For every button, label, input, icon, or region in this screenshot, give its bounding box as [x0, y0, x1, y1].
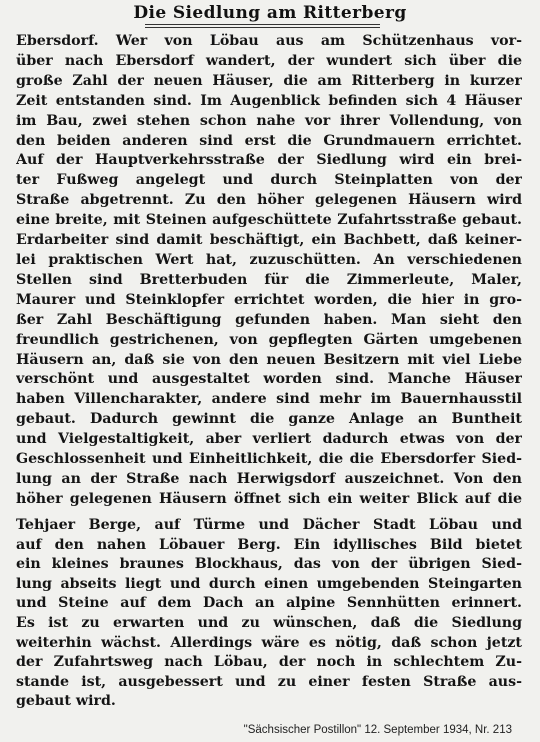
- text-line: eine breite, mit Steinen aufgeschüttete Zufahrtsstraße gebaut.: [16, 212, 522, 229]
- text-line: verschönt und ausgestaltet worden sind. Manche Häuser: [16, 371, 522, 388]
- text-line: Maurer und Steinklopfer errichtet worden, die hier in gro-: [16, 291, 522, 308]
- text-line: ßer Zahl Beschäftigung gefunden haben. Man sieht den: [16, 311, 522, 328]
- article-title: Die Siedlung am Ritterberg: [133, 3, 407, 23]
- text-line: stande ist, ausgebessert und zu einer festen Straße aus-: [16, 673, 522, 690]
- text-line: große Zahl der neuen Häuser, die am Ritterberg in kurzer: [16, 72, 522, 89]
- text-line: haben Villencharakter, andere sind mehr im Bauernhausstil: [16, 391, 522, 408]
- text-line: auf den nahen Löbauer Berg. Ein idyllisches Bild bietet: [16, 536, 522, 553]
- article-paragraph-2: [16, 516, 522, 712]
- text-line: Zeit entstanden sind. Im Augenblick befinden sich 4 Häuser: [16, 92, 522, 109]
- text-line: höher gelegenen Häusern öffnet sich ein weiter Blick auf die: [16, 490, 522, 507]
- text-line: Ebersdorf. Wer von Löbau aus am Schützenhaus vor-: [16, 33, 522, 49]
- text-line: Tehjaer Berge, auf Türme und Dächer Stadt Löbau und: [16, 517, 522, 533]
- text-line: Geschlossenheit und Einheitlichkeit, die die Ebersdorfer Sied-: [16, 451, 522, 468]
- text-line: und Vielgestaltigkeit, aber verliert dadurch etwas von der: [16, 431, 522, 448]
- text-line: im Bau, zwei stehen schon nahe vor ihrer Vollendung, von: [16, 112, 522, 129]
- text-line: über nach Ebersdorf wandert, der wundert sich über die: [16, 52, 522, 69]
- source-caption: "Sächsischer Postillon" 12. September 1934, Nr. 213: [243, 724, 512, 736]
- text-line: Stellen sind Bretterbuden für die Zimmerleute, Maler,: [16, 271, 522, 288]
- text-line: und Steine auf dem Dach an alpine Sennhütten erinnert.: [16, 595, 522, 612]
- text-line: Erdarbeiter sind damit beschäftigt, ein Bachbett, daß keiner-: [16, 232, 522, 249]
- text-line: weiterhin wächst. Allerdings wäre es nötig, daß schon jetzt: [16, 634, 522, 651]
- text-line: Es ist zu erwarten und zu wünschen, daß die Siedlung: [16, 614, 522, 631]
- text-line: gebaut. Dadurch gewinnt die ganze Anlage an Buntheit: [16, 411, 522, 428]
- text-line: Häusern an, daß sie von den neuen Besitzern mit viel Liebe: [16, 351, 522, 368]
- text-line: ein kleines braunes Blockhaus, das von der übrigen Sied-: [16, 556, 522, 573]
- text-line: lei praktischen Wert hat, zuzuschütten. An verschiedenen: [16, 251, 522, 268]
- text-line: den beiden anderen sind erst die Grundmauern errichtet.: [16, 132, 522, 149]
- article-paragraph-1: [16, 32, 522, 510]
- text-line: ter Fußweg angelegt und durch Steinplatten von der: [16, 172, 522, 189]
- text-line: der Zufahrtsweg nach Löbau, der noch in schlechtem Zu-: [16, 654, 522, 671]
- title-rule-bottom: [145, 27, 380, 28]
- text-line: gebaut wird.: [16, 693, 116, 710]
- title-rule-top: [145, 24, 380, 25]
- text-line: Auf der Hauptverkehrsstraße der Siedlung wird ein brei-: [16, 152, 522, 169]
- text-line: freundlich gestrichenen, von gepflegten Gärten umgebenen: [16, 331, 522, 348]
- text-line: Straße abgetrennt. Zu den höher gelegenen Häusern wird: [16, 192, 522, 209]
- text-line: lung an der Straße nach Herwigsdorf auszeichnet. Von den: [16, 470, 522, 487]
- text-line: lung abseits liegt und durch einen umgebenden Steingarten: [16, 575, 522, 592]
